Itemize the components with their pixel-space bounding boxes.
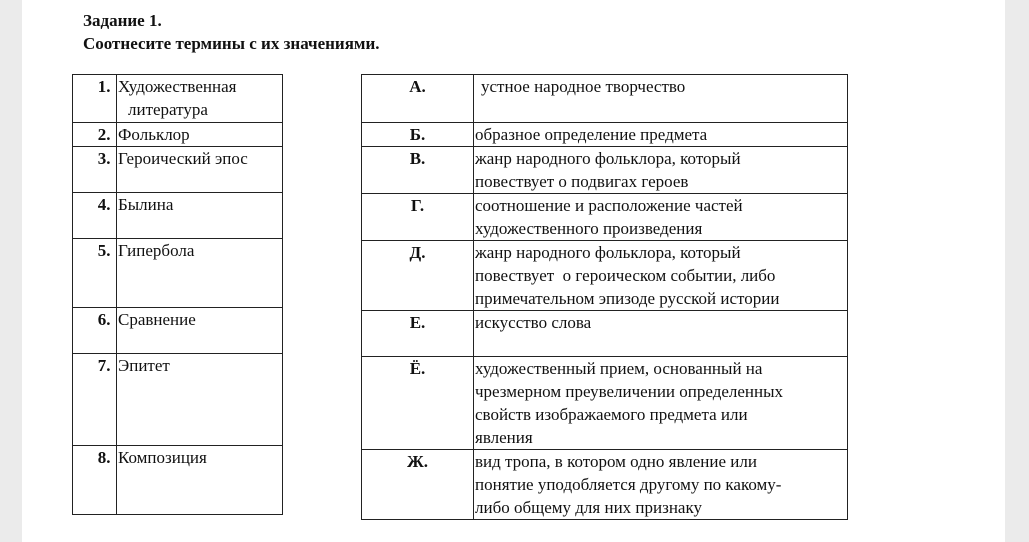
definition-text: устное народное творчество <box>481 77 686 96</box>
definition-letter: Г. <box>362 194 474 241</box>
definition-text: свойств изображаемого предмета или <box>475 405 748 424</box>
term-row <box>73 446 283 515</box>
definition-text: жанр народного фольклора, который <box>475 243 741 262</box>
definition-letter: Д. <box>362 241 474 311</box>
term-number: 8. <box>73 446 117 515</box>
definition-row <box>362 147 848 194</box>
definition-row <box>362 450 848 520</box>
definition-cell <box>474 311 848 357</box>
term-text: Эпитет <box>117 354 283 446</box>
definition-text: понятие уподобляется другому по какому- <box>475 475 782 494</box>
definition-cell <box>474 75 848 123</box>
definition-letter: В. <box>362 147 474 194</box>
definition-letter: Ж. <box>362 450 474 520</box>
definition-letter: Ё. <box>362 357 474 450</box>
definition-text: жанр народного фольклора, который <box>475 149 741 168</box>
definition-text: явления <box>475 428 533 447</box>
term-row <box>73 308 283 354</box>
term-text: Сравнение <box>117 308 283 354</box>
term-number: 2. <box>73 123 117 147</box>
definition-text: либо общему для них признаку <box>475 498 702 517</box>
definition-text: вид тропа, в котором одно явление или <box>475 452 757 471</box>
definition-text: образное определение предмета <box>475 125 708 144</box>
term-number: 1. <box>73 75 117 123</box>
definitions-table <box>361 74 848 520</box>
definition-cell <box>474 147 848 194</box>
definition-text: художественного произведения <box>475 219 703 238</box>
task-instruction: Соотнесите термины с их значениями. <box>83 34 380 53</box>
definition-text: художественный прием, основанный на <box>475 359 763 378</box>
definition-letter: А. <box>362 75 474 123</box>
definition-letter: Е. <box>362 311 474 357</box>
definition-text: чрезмерном преувеличении определенных <box>475 382 784 401</box>
term-number: 7. <box>73 354 117 446</box>
definition-cell <box>474 123 848 147</box>
term-text: Былина <box>117 193 283 239</box>
term-text: Фольклор <box>117 123 283 147</box>
definition-text: примечательном эпизоде русской истории <box>475 289 780 308</box>
definition-row <box>362 241 848 311</box>
term-row <box>73 147 283 193</box>
term-text: Гипербола <box>117 239 283 308</box>
definition-cell <box>474 194 848 241</box>
definition-row <box>362 357 848 450</box>
definition-letter: Б. <box>362 123 474 147</box>
term-row <box>73 193 283 239</box>
definition-cell <box>474 357 848 450</box>
term-row <box>73 123 283 147</box>
term-number: 4. <box>73 193 117 239</box>
document-page <box>22 0 1005 542</box>
term-number: 5. <box>73 239 117 308</box>
definition-cell <box>474 450 848 520</box>
term-number: 6. <box>73 308 117 354</box>
term-cell <box>117 75 283 123</box>
definition-text: соотношение и расположение частей <box>475 196 743 215</box>
definition-text: повествует о героическом событии, либо <box>475 266 776 285</box>
term-text: Героический эпос <box>117 147 283 193</box>
definition-text: искусство слова <box>475 313 592 332</box>
term-number: 3. <box>73 147 117 193</box>
definition-row <box>362 123 848 147</box>
term-row <box>73 239 283 308</box>
term-row <box>73 354 283 446</box>
terms-table <box>72 74 283 515</box>
term-row <box>73 75 283 123</box>
definition-row <box>362 194 848 241</box>
term-text: Композиция <box>117 446 283 515</box>
definition-text: повествует о подвигах героев <box>475 172 689 191</box>
definition-row <box>362 75 848 123</box>
task-title: Задание 1. <box>83 11 162 30</box>
definition-row <box>362 311 848 357</box>
definition-cell <box>474 241 848 311</box>
term-text: литература <box>128 100 208 119</box>
term-text: Художественная <box>118 77 237 96</box>
